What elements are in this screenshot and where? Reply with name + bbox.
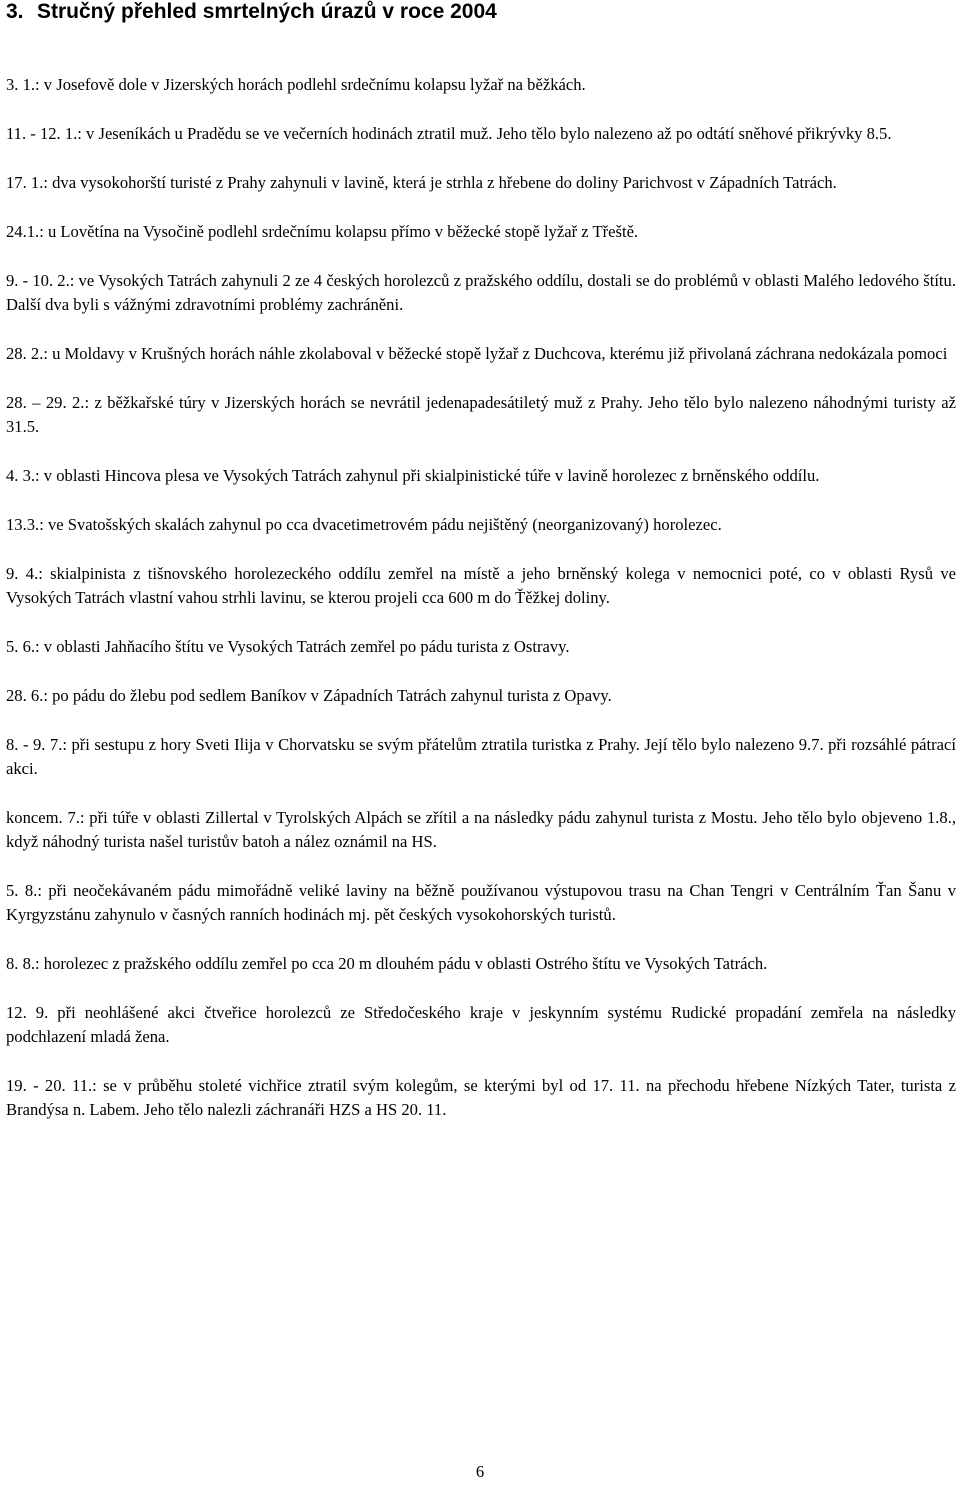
section-number: 3. (6, 0, 24, 23)
accident-entry: 12. 9. při neohlášené akci čtveřice horolezců ze Středočeského kraje v jeskynním systému Rudické propadání zemřela na následky podchlazení mladá žena. (6, 1003, 956, 1046)
accident-entry: 17. 1.: dva vysokohorští turisté z Prahy zahynuli v lavině, která je strhla z hřebene do doliny Parichvost v Západních Tatrách. (6, 173, 837, 192)
section-title: Stručný přehled smrtelných úrazů v roce 2004 (37, 0, 497, 23)
accident-entry: 11. - 12. 1.: v Jeseníkách u Pradědu se ve večerních hodinách ztratil muž. Jeho tělo bylo nalezeno až po odtátí sněhové přikrývky 8.5. (6, 124, 892, 143)
accident-entry: 5. 8.: při neočekávaném pádu mimořádně veliké laviny na běžně používanou výstupovou trasu na Chan Tengri v Centrálním Ťan Šanu v Kyrgyzstánu zahynulo v časných ranních hodinách mj. pět českých vysokohorských turistů. (6, 881, 956, 924)
accident-entry: 19. - 20. 11.: se v průběhu stoleté vichřice ztratil svým kolegům, se kterými byl od 17. 11. na přechodu hřebene Nízkých Tater, turista z Brandýsa n. Labem. Jeho tělo nalezli záchranáři HZS a HS 20. 11. (6, 1076, 956, 1119)
accident-entry: 8. - 9. 7.: při sestupu z hory Sveti Ilija v Chorvatsku se svým přátelům ztratila turistka z Prahy. Její tělo bylo nalezeno 9.7. při rozsáhlé pátrací akci. (6, 735, 956, 778)
accident-entry: 5. 6.: v oblasti Jahňacího štítu ve Vysokých Tatrách zemřel po pádu turista z Ostravy. (6, 637, 570, 656)
accident-entry: 4. 3.: v oblasti Hincova plesa ve Vysokých Tatrách zahynul při skialpinistické túře v lavině horolezec z brněnského oddílu. (6, 466, 820, 485)
accident-entry: 28. 6.: po pádu do žlebu pod sedlem Baníkov v Západních Tatrách zahynul turista z Opavy. (6, 686, 612, 705)
accident-entry: 24.1.: u Lovětína na Vysočině podlehl srdečnímu kolapsu přímo v běžecké stopě lyžař z Třeště. (6, 222, 639, 241)
section-heading (6, 0, 497, 27)
accident-entry: 9. - 10. 2.: ve Vysokých Tatrách zahynuli 2 ze 4 českých horolezců z pražského oddílu, dostali se do problémů v oblasti Malého ledového štítu. Další dva byli s vážnými zdravotními problémy zachráněni. (6, 271, 956, 314)
accident-list (6, 73, 956, 1147)
accident-entry: koncem. 7.: při túře v oblasti Zillertal v Tyrolských Alpách se zřítil a na následky pádu zahynul turista z Mostu. Jeho tělo bylo objeveno 1.8., když náhodný turista našel turistův batoh a nález oznámil na HS. (6, 808, 956, 851)
accident-entry: 13.3.: ve Svatošských skalách zahynul po cca dvacetimetrovém pádu nejištěný (neorganizovaný) horolezec. (6, 515, 722, 534)
accident-entry: 9. 4.: skialpinista z tišnovského horolezeckého oddílu zemřel na místě a jeho brněnský kolega v nemocnici poté, co v oblasti Rysů ve Vysokých Tatrách vlastní vahou strhli lavinu, se kterou projeli cca 600 m do Ťěžkej doliny. (6, 564, 956, 607)
accident-entry: 8. 8.: horolezec z pražského oddílu zemřel po cca 20 m dlouhém pádu v oblasti Ostrého štítu ve Vysokých Tatrách. (6, 954, 768, 973)
page-number: 6 (475, 1462, 485, 1481)
accident-entry: 28. – 29. 2.: z běžkařské túry v Jizerských horách se nevrátil jedenapadesátiletý muž z Prahy. Jeho tělo bylo nalezeno náhodnými turisty až 31.5. (6, 393, 956, 436)
accident-entry: 28. 2.: u Moldavy v Krušných horách náhle zkolaboval v běžecké stopě lyžař z Duchcova, kterému již přivolaná záchrana nedokázala pomoci (6, 344, 948, 363)
accident-entry: 3. 1.: v Josefově dole v Jizerských horách podlehl srdečnímu kolapsu lyžař na běžkách. (6, 75, 586, 94)
